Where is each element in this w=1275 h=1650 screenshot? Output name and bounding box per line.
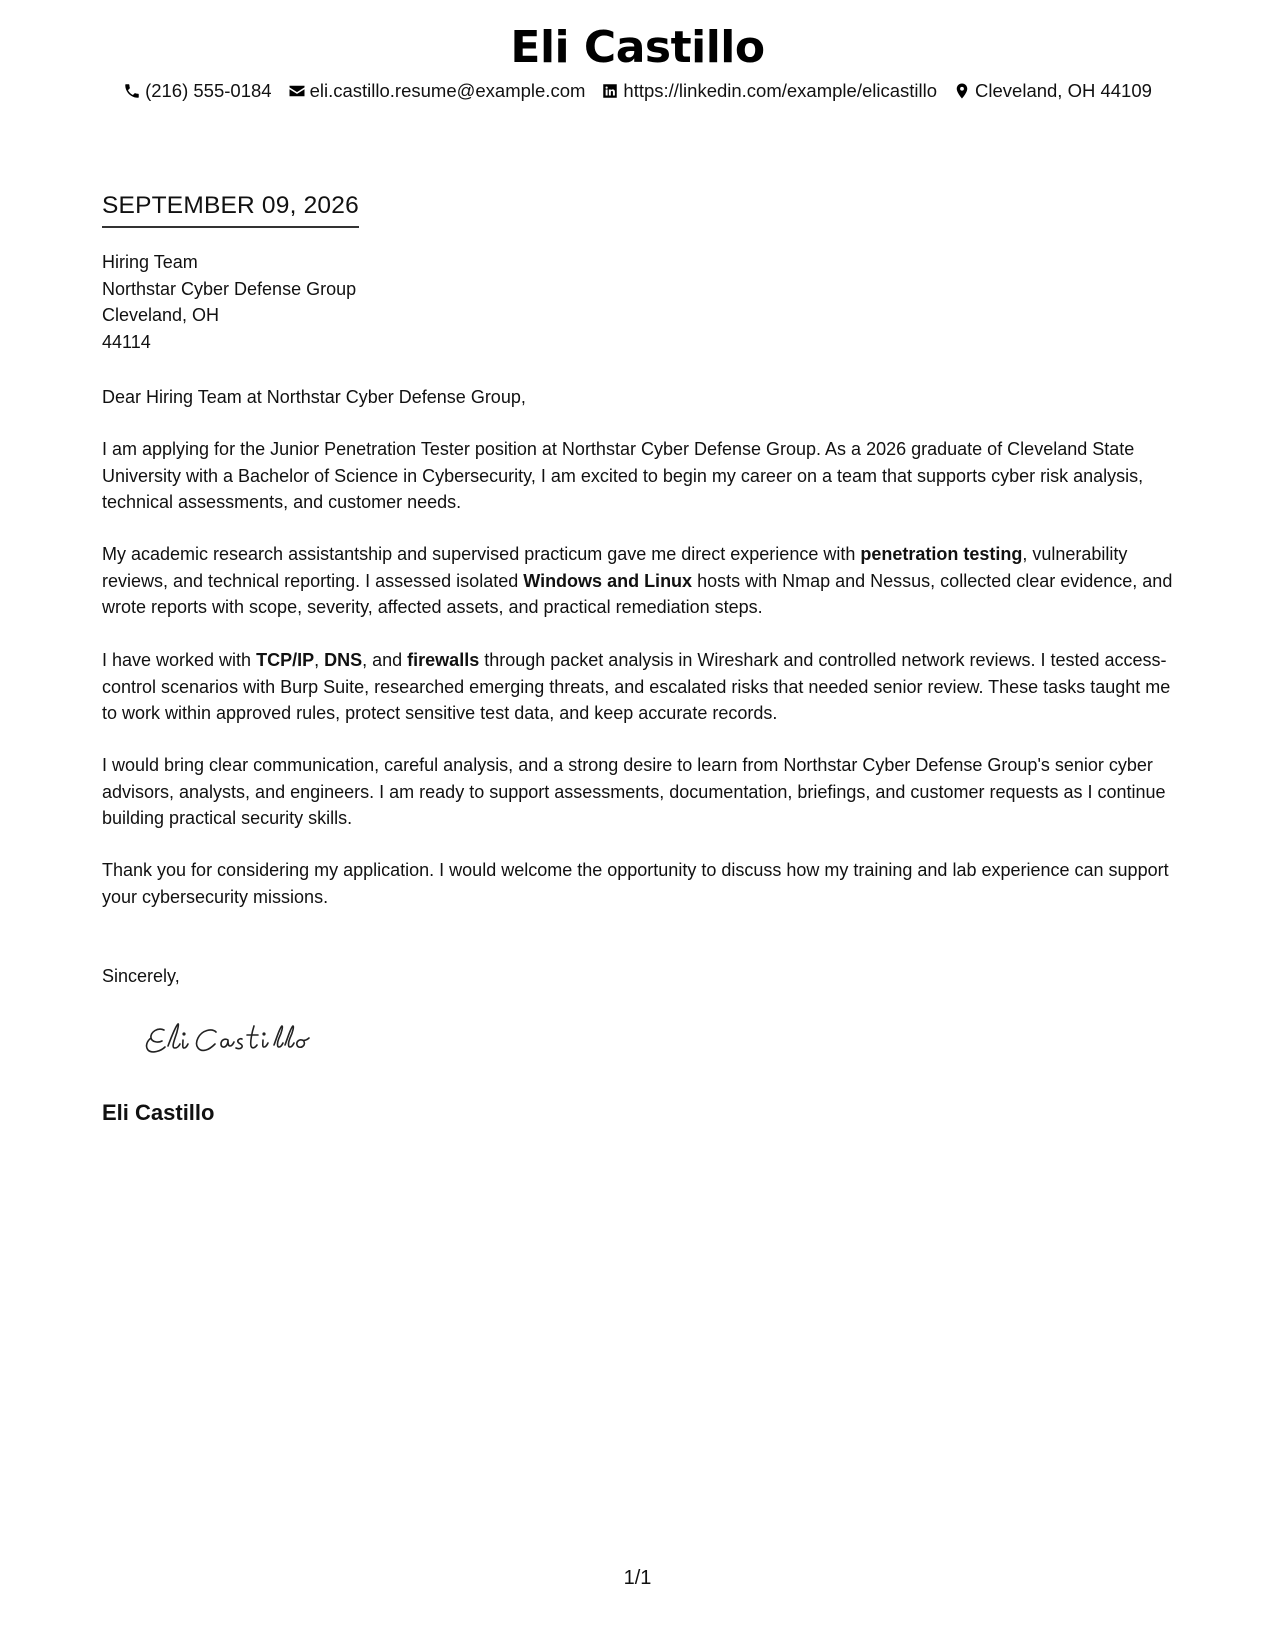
handwritten-signature [142,1018,342,1066]
page-number: 1/1 [623,1567,652,1589]
salutation: Dear Hiring Team at Northstar Cyber Defense Group, [102,387,526,407]
letter-date: SEPTEMBER 09, 2026 [102,190,359,228]
paragraph-text: , and [362,650,408,670]
contact-phone [123,78,272,104]
keyword-dns: DNS [324,650,363,670]
phone-text: (216) 555-0184 [145,80,272,101]
contact-linkedin [601,78,937,104]
envelope-icon [288,82,306,100]
paragraph-text: I have worked with [102,650,257,670]
email-link[interactable]: eli.castillo.resume@example.com [309,80,586,101]
recipient-block [102,249,1174,355]
contact-email [288,78,586,104]
paragraph-thanks: Thank you for considering my application. I would welcome the opportunity to discuss how my training and lab experience can support your cybersecurity missions. [102,860,1169,907]
paragraph-text: , [314,650,325,670]
contact-bar [0,78,1275,104]
recipient-zip: 44114 [102,331,151,352]
recipient-line: Hiring Team [102,252,198,272]
applicant-name-heading: Eli Castillo [510,22,765,73]
linkedin-icon [601,82,619,100]
location-text: Cleveland, OH 44109 [975,80,1152,101]
paragraph-contribution: I would bring clear communication, careful analysis, and a strong desire to learn from Northstar Cyber Defense Group's senior cyber advisors, analysts, and engineers. I am ready to support assessments, documentation, briefings, and customer requests as I continue building practical security skills. [102,755,1166,828]
paragraph-networking [102,647,1174,727]
keyword-tcpip: TCP/IP [256,650,315,670]
map-pin-icon [953,82,971,100]
recipient-company: Northstar Cyber Defense Group [102,278,357,299]
paragraph-text: through packet analysis in Wireshark and controlled network reviews. I tested access-control scenarios with Burp Suite, researched emerging threats, and escalated risks that needed senior review. These tasks taught me to work within approved rules, protect sensitive test data, and keep accurate records. [102,650,1171,723]
linkedin-link[interactable]: https://linkedin.com/example/elicastillo [623,80,938,101]
paragraph-experience [102,541,1174,621]
closing: Sincerely, [102,966,180,986]
paragraph-text: hosts with Nmap and Nessus, collected clear evidence, and wrote reports with scope, severity, affected assets, and practical remediation steps. [102,570,1173,617]
paragraph-text: , vulnerability reviews, and technical reporting. I assessed isolated [102,544,1128,591]
keyword-penetration-testing: penetration testing [860,544,1023,564]
keyword-firewalls: firewalls [407,650,480,670]
phone-icon [123,82,141,100]
paragraph-text: My academic research assistantship and supervised practicum gave me direct experience with [102,544,861,564]
recipient-city: Cleveland, OH [102,305,220,325]
contact-location [953,78,1152,104]
keyword-windows-linux: Windows and Linux [523,570,693,591]
paragraph-intro: I am applying for the Junior Penetration Tester position at Northstar Cyber Defense Group. As a 2026 graduate of Cleveland State University with a Bachelor of Science in Cybersecurity, I am excited to begin my career on a team that supports cyber risk analysis, technical assessments, and customer needs. [102,439,1144,512]
signer-name: Eli Castillo [102,1100,215,1125]
